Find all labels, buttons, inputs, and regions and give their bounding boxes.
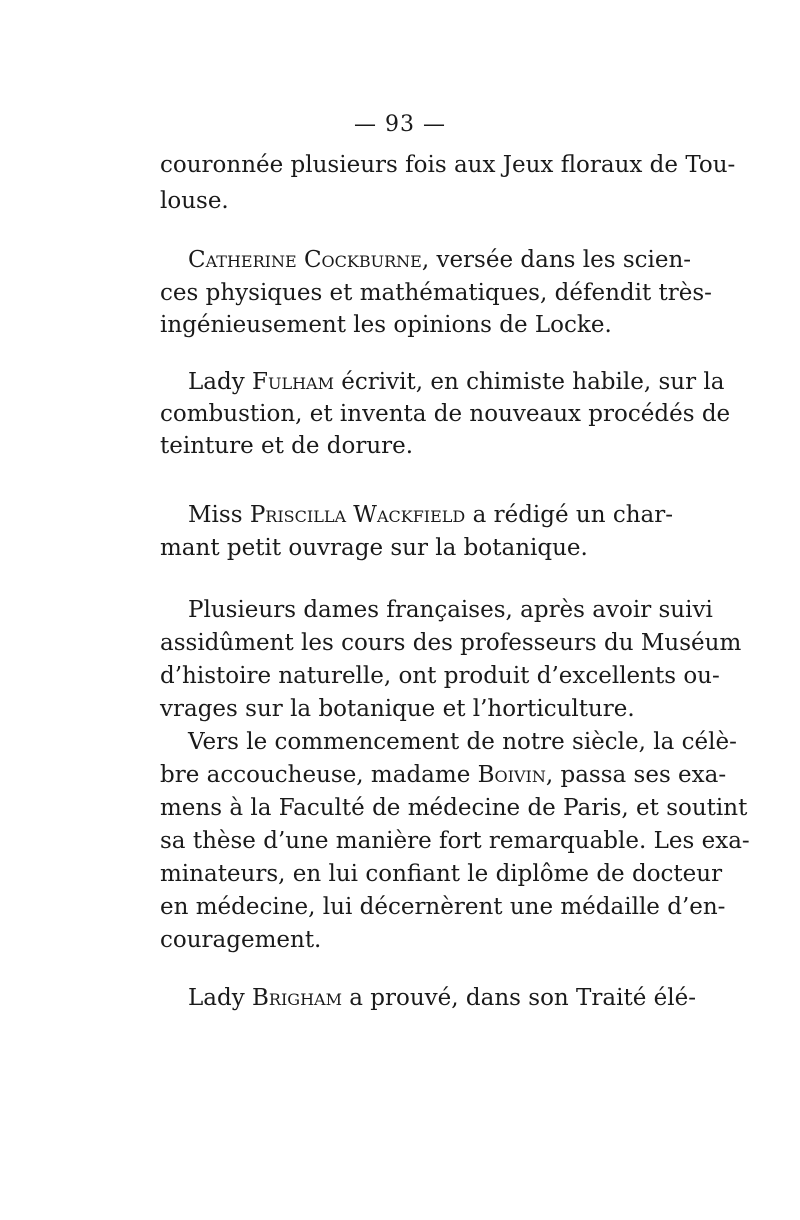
person-name: Catherine Cockburne [188,247,422,273]
text-line: ingénieusement les opinions de Locke. [160,312,612,338]
text-line [160,760,727,790]
text-line: assidûment les cours des professeurs du Muséum [160,630,742,656]
text-line: teinture et de dorure. [160,433,414,459]
text-line: combustion, et inventa de nouveaux procédés de [160,401,731,427]
text-line: sa thèse d’une manière fort remarquable. Les exa- [160,828,750,854]
page-number: — 93 — [354,112,446,137]
text-line [188,500,674,530]
text-run: a prouvé, dans son Traité élé- [341,985,696,1011]
text-line: couragement. [160,927,322,953]
text-run: bre accoucheuse, madame [160,762,478,788]
text-line [188,367,725,397]
text-run: Lady [188,985,253,1011]
text-line: couronnée plusieurs fois aux Jeux floraux de Tou- [160,152,736,178]
text-line [188,983,696,1013]
text-line: Plusieurs dames françaises, après avoir suivi [188,597,713,623]
text-line: louse. [160,188,229,214]
text-line: vrages sur la botanique et l’horticulture. [160,696,635,722]
person-name: Boivin [477,762,546,788]
text-line: mens à la Faculté de médecine de Paris, et soutint [160,795,748,821]
text-line: mant petit ouvrage sur la botanique. [160,535,588,561]
person-name: Fulham [252,369,334,395]
text-run: , versée dans les scien- [421,247,692,273]
text-line: minateurs, en lui confiant le diplôme de docteur [160,861,723,887]
text-line: d’histoire naturelle, ont produit d’excellents ou- [160,663,720,689]
text-run: , passa ses exa- [545,762,727,788]
person-name: Brigham [252,985,342,1011]
text-run: écrivit, en chimiste habile, sur la [333,369,725,395]
text-line [188,245,692,275]
text-run: a rédigé un char- [465,502,674,528]
text-line: Vers le commencement de notre siècle, la célè- [188,729,737,755]
text-line: en médecine, lui décernèrent une médaille d’en- [160,894,726,920]
person-name: Priscilla Wackfield [249,502,466,528]
text-line: ces physiques et mathématiques, défendit très- [160,280,712,306]
text-run: Lady [188,369,253,395]
text-run: Miss [188,502,250,528]
